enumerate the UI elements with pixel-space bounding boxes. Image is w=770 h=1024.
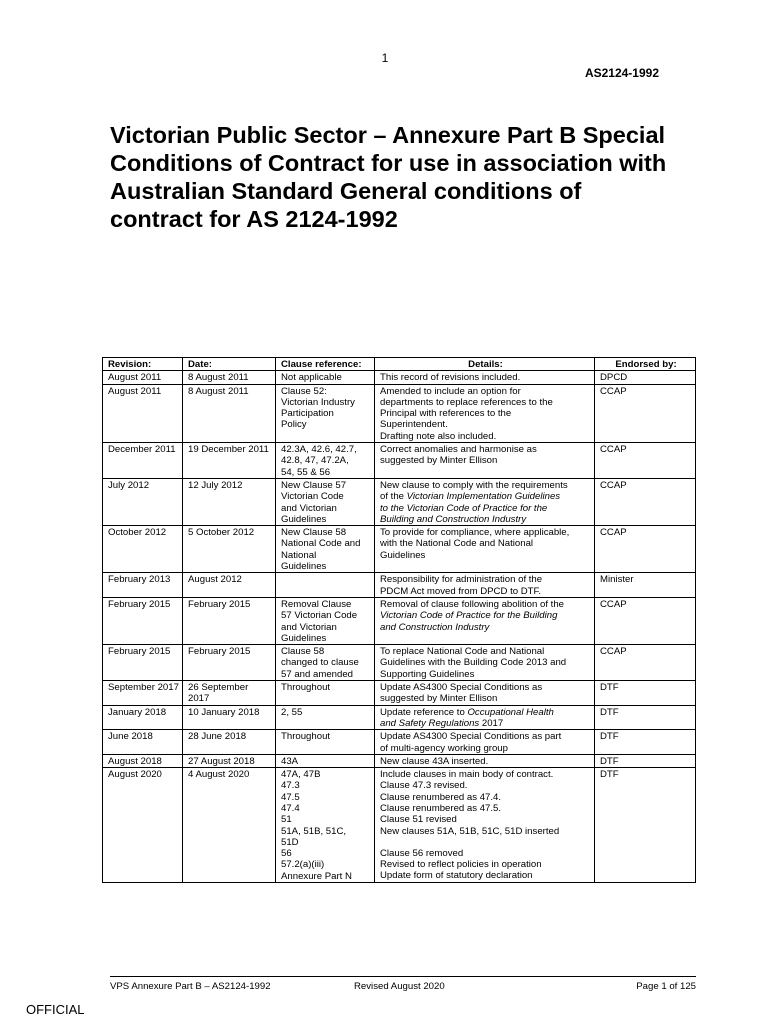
- details-line: [380, 431, 591, 442]
- cell-details: [375, 754, 595, 767]
- cell-date: February 2015: [183, 597, 276, 644]
- clause-line: 57.2(a)(iii): [281, 859, 325, 871]
- details-line: [380, 803, 591, 814]
- document-code: AS2124-1992: [584, 66, 659, 80]
- cell-clause-reference: [276, 768, 375, 883]
- details-italic-text: Victorian Implementation Guidelines: [406, 491, 561, 503]
- clause-line: 2, 55: [281, 706, 303, 718]
- details-line: [380, 814, 591, 825]
- cell-details: [375, 573, 595, 598]
- cell-date: 19 December 2011: [183, 443, 276, 479]
- details-text: of multi-agency working group: [380, 742, 508, 754]
- details-line: [380, 622, 591, 633]
- cell-clause-reference: [276, 384, 375, 442]
- clause-line: 47.5: [281, 791, 300, 803]
- details-text: Responsibility for administration of the: [380, 574, 543, 586]
- cell-details: [375, 526, 595, 573]
- details-text: Update AS4300 Special Conditions as part: [380, 731, 562, 743]
- details-text: Drafting note also included.: [380, 430, 497, 442]
- details-line: [380, 669, 591, 680]
- clause-line: Policy: [281, 419, 307, 431]
- details-text: Clause 51 revised: [380, 814, 457, 826]
- details-text: New clause 43A inserted.: [380, 755, 489, 767]
- table-row: [103, 371, 696, 384]
- table-row: [103, 597, 696, 644]
- cell-details: [375, 768, 595, 883]
- clause-line: 54, 55 & 56: [281, 466, 331, 478]
- clause-line: Clause 52:: [281, 385, 327, 397]
- clause-line: 42.8, 47, 47.2A,: [281, 455, 349, 467]
- details-line: [380, 397, 591, 408]
- table-row: [103, 730, 696, 755]
- details-text: Guidelines with the Building Code 2013 and: [380, 657, 567, 669]
- clause-line: 42.3A, 42.6, 42.7,: [281, 444, 357, 456]
- details-line: [380, 527, 591, 538]
- details-line: [380, 693, 591, 704]
- details-line: [380, 538, 591, 549]
- details-italic-text: to the Victorian Code of Practice for the: [380, 502, 548, 514]
- cell-date: 28 June 2018: [183, 730, 276, 755]
- cell-revision: October 2012: [103, 526, 183, 573]
- header-revision: Revision:: [103, 358, 183, 371]
- details-text: To provide for compliance, where applicable,: [380, 527, 570, 539]
- table-header-row: [103, 358, 696, 371]
- details-line: [380, 444, 591, 455]
- clause-line: 47.4: [281, 802, 300, 814]
- cell-details: [375, 478, 595, 525]
- cell-revision: September 2017: [103, 681, 183, 706]
- footer-page-count: Page 1 of 125: [636, 981, 696, 992]
- details-italic-text: Building and Construction Industry: [380, 513, 527, 525]
- details-text: Correct anomalies and harmonise as: [380, 444, 537, 456]
- table-row: [103, 443, 696, 479]
- cell-details: [375, 443, 595, 479]
- cell-endorsed-by: CCAP: [595, 478, 696, 525]
- details-line: [380, 599, 591, 610]
- details-italic-text: and Construction Industry: [380, 621, 490, 633]
- cell-endorsed-by: CCAP: [595, 526, 696, 573]
- cell-endorsed-by: CCAP: [595, 597, 696, 644]
- clause-line: Throughout: [281, 682, 331, 694]
- details-line: [380, 386, 591, 397]
- cell-revision: August 2011: [103, 384, 183, 442]
- clause-line: Guidelines: [281, 561, 327, 573]
- clause-line: Throughout: [281, 731, 331, 743]
- cell-clause-reference: [276, 478, 375, 525]
- cell-date: 27 August 2018: [183, 754, 276, 767]
- cell-date: August 2012: [183, 573, 276, 598]
- details-line: [380, 826, 591, 837]
- details-text: of the: [380, 491, 407, 503]
- cell-date: 4 August 2020: [183, 768, 276, 883]
- details-italic-text: and Safety Regulations: [380, 717, 480, 729]
- details-italic-text: Occupational Health: [467, 706, 554, 718]
- details-text: with the National Code and National: [380, 538, 534, 550]
- cell-endorsed-by: DTF: [595, 768, 696, 883]
- clause-line: Not applicable: [281, 372, 342, 384]
- table-row: [103, 478, 696, 525]
- details-text: Principal with references to the: [380, 408, 512, 420]
- details-text: PDCM Act moved from DPCD to DTF.: [380, 585, 541, 597]
- details-text: To replace National Code and National: [380, 646, 545, 658]
- cell-revision: August 2018: [103, 754, 183, 767]
- details-line: [380, 859, 591, 870]
- details-line: [380, 491, 591, 502]
- table-row: [103, 768, 696, 883]
- cell-details: [375, 371, 595, 384]
- clause-line: New Clause 58: [281, 527, 347, 539]
- cell-date: 10 January 2018: [183, 705, 276, 730]
- clause-line: Victorian Industry: [281, 396, 355, 408]
- cell-revision: February 2015: [103, 597, 183, 644]
- cell-endorsed-by: DPCD: [595, 371, 696, 384]
- details-text: New clauses 51A, 51B, 51C, 51D inserted: [380, 825, 560, 837]
- details-text: This record of revisions included.: [380, 372, 521, 384]
- details-text: Amended to include an option for: [380, 385, 521, 397]
- cell-clause-reference: [276, 443, 375, 479]
- header-clause-reference: Clause reference:: [276, 358, 375, 371]
- cell-revision: August 2020: [103, 768, 183, 883]
- cell-details: [375, 384, 595, 442]
- details-text: Supporting Guidelines: [380, 668, 475, 680]
- details-text: Superintendent.: [380, 419, 448, 431]
- clause-line: Participation: [281, 408, 334, 420]
- details-line: [380, 731, 591, 742]
- details-line: [380, 610, 591, 621]
- details-line: [380, 657, 591, 668]
- cell-details: [375, 597, 595, 644]
- details-line: [380, 372, 591, 383]
- cell-endorsed-by: CCAP: [595, 384, 696, 442]
- details-text: Update form of statutory declaration: [380, 870, 533, 882]
- cell-details: [375, 705, 595, 730]
- details-line: [380, 586, 591, 597]
- details-line: [380, 848, 591, 859]
- details-line: [380, 408, 591, 419]
- clause-line: 51A, 51B, 51C,: [281, 825, 347, 837]
- header-details: Details:: [375, 358, 595, 371]
- cell-clause-reference: [276, 371, 375, 384]
- cell-endorsed-by: DTF: [595, 681, 696, 706]
- details-text: Update AS4300 Special Conditions as: [380, 682, 543, 694]
- cell-revision: June 2018: [103, 730, 183, 755]
- details-line: [380, 646, 591, 657]
- page-number: 1: [381, 51, 389, 65]
- table-row: [103, 754, 696, 767]
- security-classification: OFFICIAL: [26, 1002, 85, 1017]
- details-line: [380, 792, 591, 803]
- clause-line: 47.3: [281, 780, 300, 792]
- revision-table-body: [103, 371, 696, 883]
- details-text: departments to replace references to the: [380, 396, 553, 408]
- details-text: Clause renumbered as 47.4.: [380, 791, 502, 803]
- cell-date: 26 September 2017: [183, 681, 276, 706]
- details-text: Include clauses in main body of contract.: [380, 769, 554, 781]
- details-text: Clause renumbered as 47.5.: [380, 802, 502, 814]
- clause-line: Clause 58: [281, 646, 325, 658]
- clause-line: Guidelines: [281, 513, 327, 525]
- details-line: [380, 756, 591, 767]
- cell-clause-reference: [276, 681, 375, 706]
- clause-line: 51: [281, 814, 292, 826]
- details-line: [380, 503, 591, 514]
- details-line: [380, 419, 591, 430]
- cell-clause-reference: [276, 754, 375, 767]
- cell-details: [375, 645, 595, 681]
- header-date: Date:: [183, 358, 276, 371]
- clause-line: Removal Clause: [281, 598, 352, 610]
- clause-line: 57 and amended: [281, 668, 354, 680]
- details-line: [380, 718, 591, 729]
- details-text: Clause 56 removed: [380, 847, 464, 859]
- clause-line: 57 Victorian Code: [281, 610, 358, 622]
- table-row: [103, 645, 696, 681]
- clause-line: Annexure Part N: [281, 870, 352, 882]
- header-endorsed-by: Endorsed by:: [595, 358, 696, 371]
- details-text: Removal of clause following abolition of the: [380, 598, 564, 610]
- clause-line: National: [281, 549, 317, 561]
- cell-endorsed-by: CCAP: [595, 645, 696, 681]
- clause-line: 56: [281, 848, 292, 860]
- table-row: [103, 681, 696, 706]
- details-text: New clause to comply with the requirements: [380, 479, 568, 491]
- details-line: [380, 769, 591, 780]
- cell-clause-reference: [276, 645, 375, 681]
- details-text: suggested by Minter Ellison: [380, 693, 498, 705]
- cell-details: [375, 681, 595, 706]
- clause-line: National Code and: [281, 538, 361, 550]
- cell-date: February 2015: [183, 645, 276, 681]
- details-text: Clause 47.3 revised.: [380, 780, 468, 792]
- details-line: [380, 480, 591, 491]
- cell-clause-reference: [276, 705, 375, 730]
- cell-clause-reference: [276, 597, 375, 644]
- details-text: Guidelines: [380, 549, 426, 561]
- clause-line: 51D: [281, 836, 299, 848]
- cell-endorsed-by: DTF: [595, 754, 696, 767]
- clause-line: 43A: [281, 755, 299, 767]
- clause-line: 47A, 47B: [281, 769, 321, 781]
- cell-endorsed-by: CCAP: [595, 443, 696, 479]
- footer-revision-date: Revised August 2020: [354, 981, 445, 992]
- cell-revision: February 2013: [103, 573, 183, 598]
- page-footer: [110, 976, 696, 992]
- details-line: [380, 707, 591, 718]
- table-row: [103, 526, 696, 573]
- clause-line: and Victorian: [281, 502, 337, 514]
- cell-date: 8 August 2011: [183, 371, 276, 384]
- cell-endorsed-by: Minister: [595, 573, 696, 598]
- cell-revision: January 2018: [103, 705, 183, 730]
- cell-revision: August 2011: [103, 371, 183, 384]
- cell-clause-reference: [276, 730, 375, 755]
- cell-endorsed-by: DTF: [595, 730, 696, 755]
- cell-date: 12 July 2012: [183, 478, 276, 525]
- document-title: Victorian Public Sector – Annexure Part B Special Conditions of Contract for use in association with Australian Standard General conditions of contract for AS 2124-1992: [110, 122, 667, 232]
- details-line: [380, 455, 591, 466]
- details-line: [380, 514, 591, 525]
- clause-line: Victorian Code: [281, 491, 344, 503]
- details-text: Update reference to: [380, 706, 468, 718]
- table-row: [103, 384, 696, 442]
- clause-line: and Victorian: [281, 621, 337, 633]
- revision-table: [102, 357, 696, 883]
- cell-clause-reference: [276, 573, 375, 598]
- table-row: [103, 573, 696, 598]
- cell-date: 5 October 2012: [183, 526, 276, 573]
- details-italic-text: Victorian Code of Practice for the Building: [380, 610, 558, 622]
- details-line: [380, 780, 591, 791]
- table-row: [103, 705, 696, 730]
- details-line: [380, 574, 591, 585]
- cell-details: [375, 730, 595, 755]
- cell-revision: July 2012: [103, 478, 183, 525]
- details-text: Revised to reflect policies in operation: [380, 859, 542, 871]
- clause-line: Guidelines: [281, 632, 327, 644]
- details-line: [380, 550, 591, 561]
- details-line: [380, 743, 591, 754]
- cell-revision: December 2011: [103, 443, 183, 479]
- details-line: [380, 870, 591, 881]
- clause-line: New Clause 57: [281, 479, 347, 491]
- footer-document-name: VPS Annexure Part B – AS2124-1992: [110, 981, 271, 992]
- details-text: 2017: [479, 717, 504, 729]
- details-line: [380, 682, 591, 693]
- cell-endorsed-by: DTF: [595, 705, 696, 730]
- cell-clause-reference: [276, 526, 375, 573]
- details-text: suggested by Minter Ellison: [380, 455, 498, 467]
- cell-date: 8 August 2011: [183, 384, 276, 442]
- cell-revision: February 2015: [103, 645, 183, 681]
- clause-line: changed to clause: [281, 657, 359, 669]
